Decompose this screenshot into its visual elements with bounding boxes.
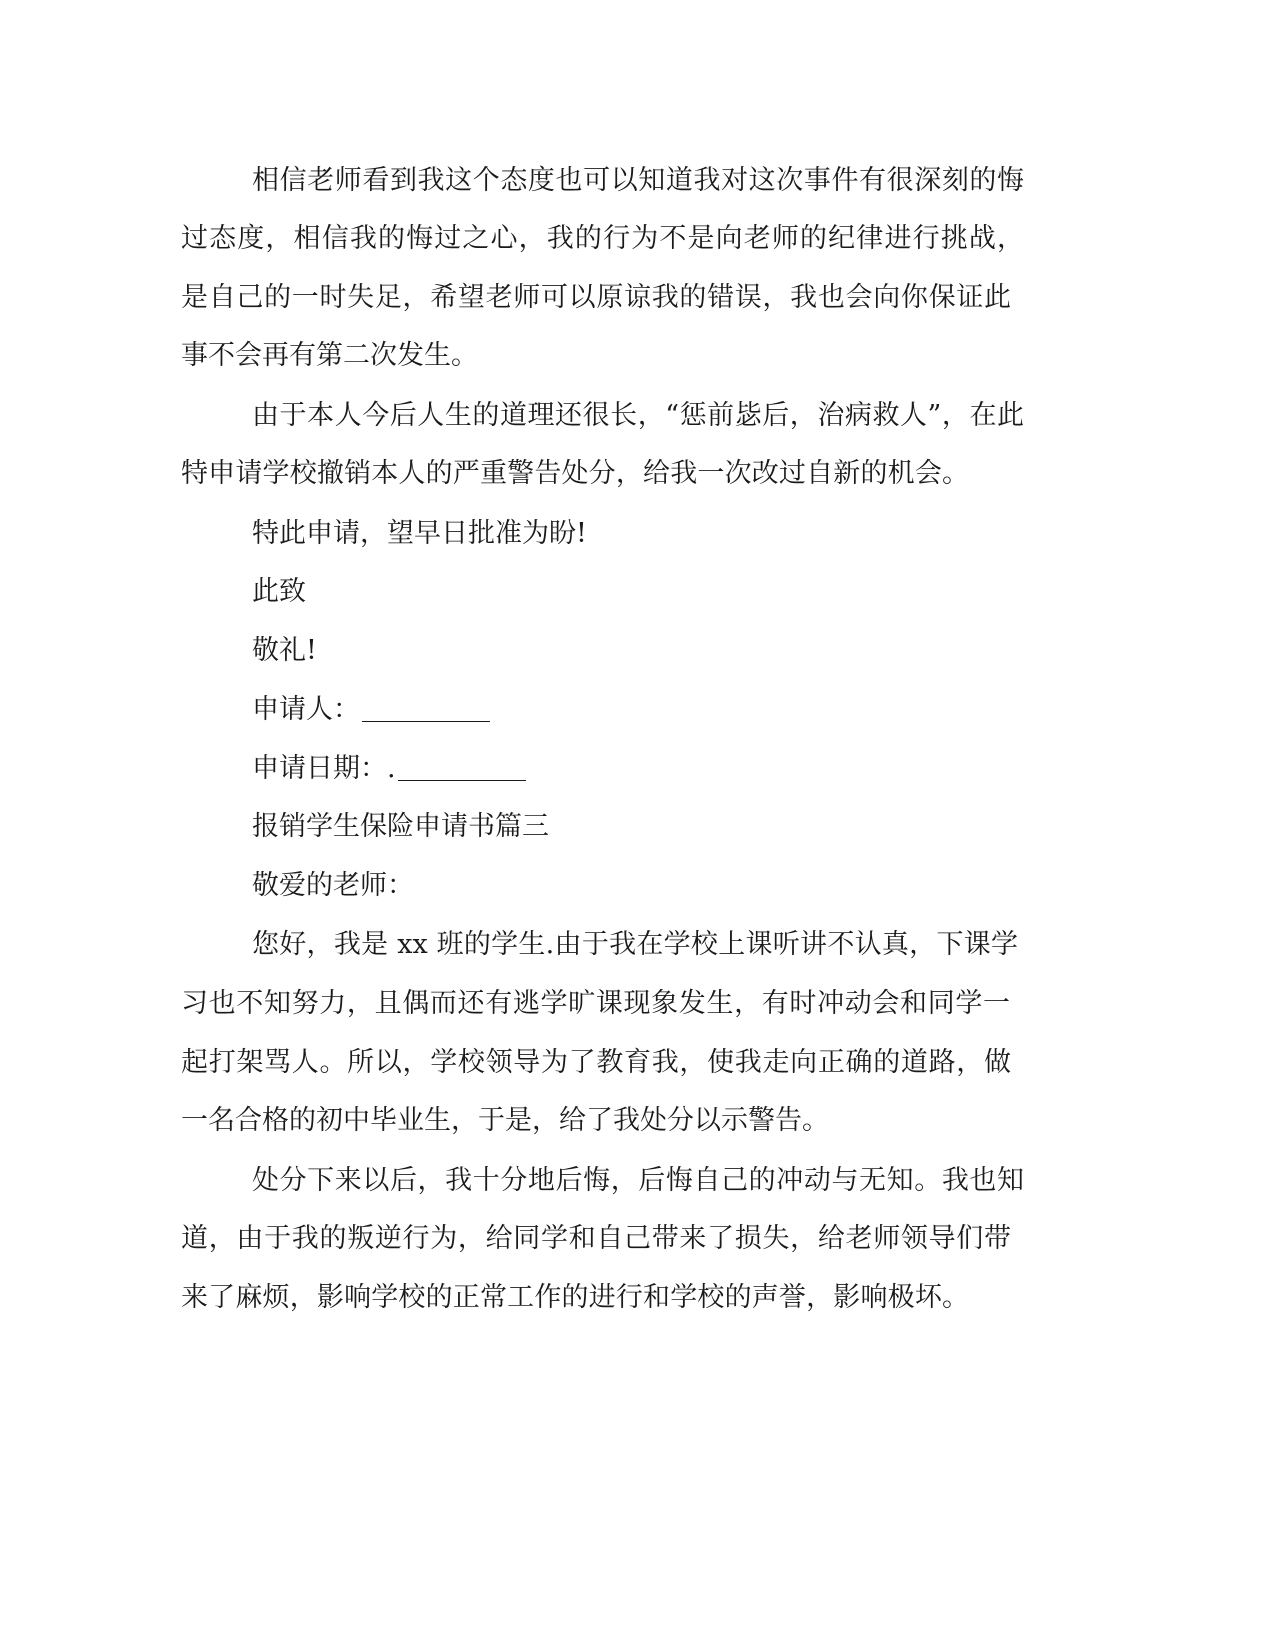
paragraph-line: 起打架骂人。所以，学校领导为了教育我，使我走向正确的道路，做 xyxy=(181,1047,1011,1078)
salutation-line: 敬礼! xyxy=(252,635,317,666)
paragraph-line: 道，由于我的叛逆行为，给同学和自己带来了损失，给老师领导们带 xyxy=(181,1223,1011,1254)
paragraph-line: 习也不知努力，且偶而还有逃学旷课现象发生，有时冲动会和同学一 xyxy=(181,988,1010,1019)
section-heading: 报销学生保险申请书篇三 xyxy=(252,811,549,842)
paragraph-line: 是自己的一时失足，希望老师可以原谅我的错误，我也会向你保证此 xyxy=(181,282,1011,313)
paragraph-line: 相信老师看到我这个态度也可以知道我对这次事件有很深刻的悔 xyxy=(252,165,1024,196)
date-field xyxy=(252,749,652,789)
paragraph-line: 来了麻烦，影响学校的正常工作的进行和学校的声誉，影响极坏。 xyxy=(181,1282,969,1313)
applicant-blank xyxy=(362,693,490,722)
greeting-line: 敬爱的老师： xyxy=(252,870,414,901)
paragraph-line: 您好，我是 xx 班的学生.由于我在学校上课听讲不认真，下课学 xyxy=(252,929,1018,960)
applicant-field xyxy=(252,690,652,730)
closing-request: 特此申请，望早日批准为盼! xyxy=(252,518,587,549)
date-blank xyxy=(398,752,526,781)
salutation-line: 此致 xyxy=(252,576,306,607)
applicant-label: 申请人： xyxy=(252,694,360,725)
paragraph-line: 事不会再有第二次发生。 xyxy=(181,340,478,371)
paragraph-line: 处分下来以后，我十分地后悔，后悔自己的冲动与无知。我也知 xyxy=(252,1165,1024,1196)
paragraph-line: 过态度，相信我的悔过之心，我的行为不是向老师的纪律进行挑战， xyxy=(181,223,1024,254)
date-label: 申请日期：. xyxy=(252,753,396,784)
paragraph-line: 特申请学校撤销本人的严重警告处分，给我一次改过自新的机会。 xyxy=(181,458,969,489)
paragraph-line: 一名合格的初中毕业生，于是，给了我处分以示警告。 xyxy=(181,1105,829,1136)
paragraph-line: 由于本人今后人生的道理还很长，“惩前毖后，治病救人”，在此 xyxy=(252,400,1024,431)
